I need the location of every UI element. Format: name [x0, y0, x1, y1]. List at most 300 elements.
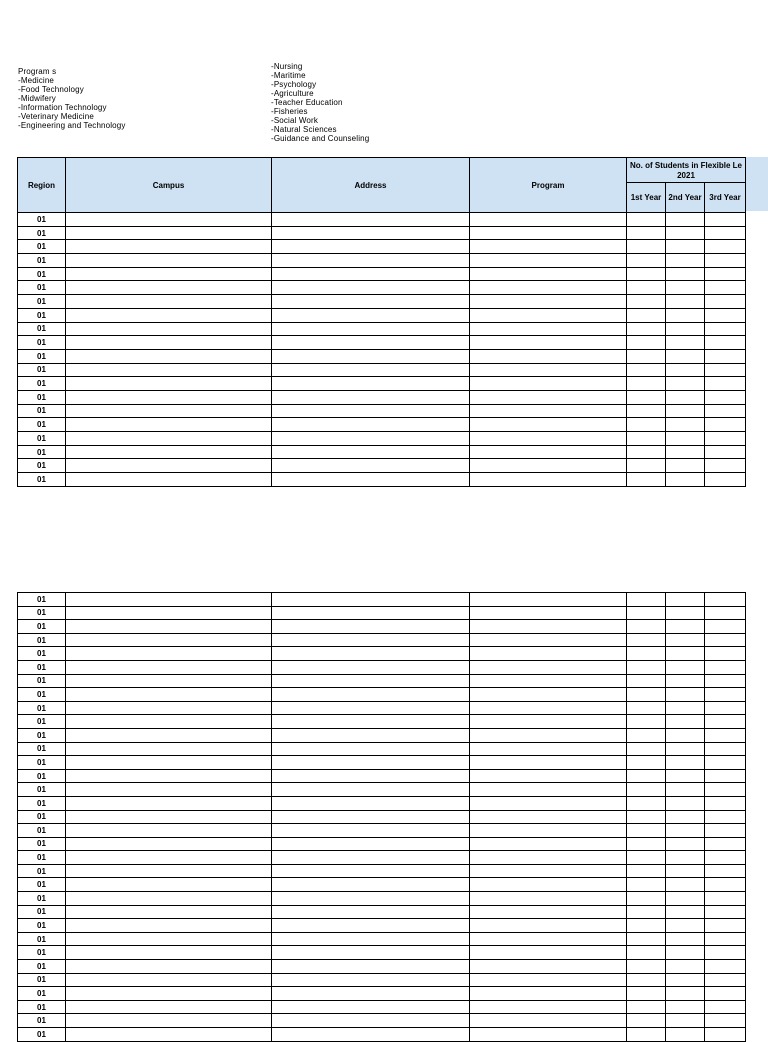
year3-cell[interactable] [705, 810, 746, 824]
region-cell[interactable]: 01 [18, 810, 66, 824]
year1-cell[interactable] [627, 390, 666, 404]
year2-cell[interactable] [666, 837, 705, 851]
year2-cell[interactable] [666, 973, 705, 987]
program-cell[interactable] [470, 769, 627, 783]
year2-cell[interactable] [666, 281, 705, 295]
campus-cell[interactable] [66, 606, 272, 620]
year3-cell[interactable] [705, 213, 746, 227]
region-cell[interactable]: 01 [18, 796, 66, 810]
campus-cell[interactable] [66, 810, 272, 824]
program-cell[interactable] [470, 824, 627, 838]
year2-cell[interactable] [666, 796, 705, 810]
campus-cell[interactable] [66, 336, 272, 350]
year1-cell[interactable] [627, 593, 666, 607]
year3-cell[interactable] [705, 715, 746, 729]
address-cell[interactable] [272, 810, 470, 824]
region-cell[interactable]: 01 [18, 336, 66, 350]
region-cell[interactable]: 01 [18, 308, 66, 322]
region-cell[interactable]: 01 [18, 418, 66, 432]
year3-cell[interactable] [705, 756, 746, 770]
year3-cell[interactable] [705, 728, 746, 742]
address-cell[interactable] [272, 418, 470, 432]
year1-cell[interactable] [627, 837, 666, 851]
year1-cell[interactable] [627, 728, 666, 742]
address-cell[interactable] [272, 254, 470, 268]
year1-cell[interactable] [627, 973, 666, 987]
campus-cell[interactable] [66, 742, 272, 756]
year2-cell[interactable] [666, 593, 705, 607]
campus-cell[interactable] [66, 213, 272, 227]
program-cell[interactable] [470, 987, 627, 1001]
year1-cell[interactable] [627, 633, 666, 647]
year2-cell[interactable] [666, 377, 705, 391]
address-cell[interactable] [272, 1000, 470, 1014]
program-cell[interactable] [470, 606, 627, 620]
year3-cell[interactable] [705, 878, 746, 892]
program-cell[interactable] [470, 892, 627, 906]
region-cell[interactable]: 01 [18, 878, 66, 892]
year1-cell[interactable] [627, 756, 666, 770]
address-cell[interactable] [272, 660, 470, 674]
address-cell[interactable] [272, 349, 470, 363]
region-cell[interactable]: 01 [18, 837, 66, 851]
region-cell[interactable]: 01 [18, 973, 66, 987]
region-cell[interactable]: 01 [18, 946, 66, 960]
program-cell[interactable] [470, 336, 627, 350]
year3-cell[interactable] [705, 336, 746, 350]
campus-cell[interactable] [66, 864, 272, 878]
year2-cell[interactable] [666, 295, 705, 309]
year2-cell[interactable] [666, 892, 705, 906]
campus-cell[interactable] [66, 593, 272, 607]
year3-cell[interactable] [705, 390, 746, 404]
year1-cell[interactable] [627, 851, 666, 865]
year3-cell[interactable] [705, 796, 746, 810]
region-cell[interactable]: 01 [18, 322, 66, 336]
region-cell[interactable]: 01 [18, 769, 66, 783]
year3-cell[interactable] [705, 363, 746, 377]
year2-cell[interactable] [666, 783, 705, 797]
address-cell[interactable] [272, 715, 470, 729]
year1-cell[interactable] [627, 824, 666, 838]
campus-cell[interactable] [66, 240, 272, 254]
program-cell[interactable] [470, 742, 627, 756]
region-cell[interactable]: 01 [18, 593, 66, 607]
address-cell[interactable] [272, 864, 470, 878]
address-cell[interactable] [272, 674, 470, 688]
program-cell[interactable] [470, 1028, 627, 1042]
campus-cell[interactable] [66, 418, 272, 432]
year3-cell[interactable] [705, 892, 746, 906]
year1-cell[interactable] [627, 295, 666, 309]
year3-cell[interactable] [705, 281, 746, 295]
year3-cell[interactable] [705, 432, 746, 446]
campus-cell[interactable] [66, 919, 272, 933]
region-cell[interactable]: 01 [18, 960, 66, 974]
year1-cell[interactable] [627, 606, 666, 620]
address-cell[interactable] [272, 960, 470, 974]
campus-cell[interactable] [66, 878, 272, 892]
program-cell[interactable] [470, 905, 627, 919]
year1-cell[interactable] [627, 1028, 666, 1042]
campus-cell[interactable] [66, 715, 272, 729]
address-cell[interactable] [272, 240, 470, 254]
year2-cell[interactable] [666, 349, 705, 363]
address-cell[interactable] [272, 1028, 470, 1042]
region-cell[interactable]: 01 [18, 1014, 66, 1028]
campus-cell[interactable] [66, 783, 272, 797]
year2-cell[interactable] [666, 226, 705, 240]
campus-cell[interactable] [66, 892, 272, 906]
address-cell[interactable] [272, 404, 470, 418]
address-cell[interactable] [272, 308, 470, 322]
year2-cell[interactable] [666, 308, 705, 322]
year2-cell[interactable] [666, 240, 705, 254]
address-cell[interactable] [272, 973, 470, 987]
region-cell[interactable]: 01 [18, 1000, 66, 1014]
year1-cell[interactable] [627, 960, 666, 974]
year3-cell[interactable] [705, 864, 746, 878]
address-cell[interactable] [272, 390, 470, 404]
address-cell[interactable] [272, 445, 470, 459]
year2-cell[interactable] [666, 647, 705, 661]
year1-cell[interactable] [627, 213, 666, 227]
program-cell[interactable] [470, 240, 627, 254]
campus-cell[interactable] [66, 647, 272, 661]
year1-cell[interactable] [627, 796, 666, 810]
year1-cell[interactable] [627, 404, 666, 418]
program-cell[interactable] [470, 851, 627, 865]
program-cell[interactable] [470, 756, 627, 770]
year2-cell[interactable] [666, 810, 705, 824]
region-cell[interactable]: 01 [18, 756, 66, 770]
region-cell[interactable]: 01 [18, 349, 66, 363]
region-cell[interactable]: 01 [18, 905, 66, 919]
program-cell[interactable] [470, 459, 627, 473]
program-cell[interactable] [470, 226, 627, 240]
year2-cell[interactable] [666, 851, 705, 865]
region-cell[interactable]: 01 [18, 432, 66, 446]
year1-cell[interactable] [627, 701, 666, 715]
year1-cell[interactable] [627, 363, 666, 377]
region-cell[interactable]: 01 [18, 459, 66, 473]
year2-cell[interactable] [666, 1000, 705, 1014]
year1-cell[interactable] [627, 878, 666, 892]
campus-cell[interactable] [66, 459, 272, 473]
year3-cell[interactable] [705, 919, 746, 933]
year2-cell[interactable] [666, 960, 705, 974]
address-cell[interactable] [272, 281, 470, 295]
campus-cell[interactable] [66, 295, 272, 309]
campus-cell[interactable] [66, 824, 272, 838]
address-cell[interactable] [272, 878, 470, 892]
year1-cell[interactable] [627, 783, 666, 797]
year3-cell[interactable] [705, 742, 746, 756]
year1-cell[interactable] [627, 267, 666, 281]
year2-cell[interactable] [666, 905, 705, 919]
program-cell[interactable] [470, 267, 627, 281]
year3-cell[interactable] [705, 295, 746, 309]
campus-cell[interactable] [66, 851, 272, 865]
year2-cell[interactable] [666, 336, 705, 350]
year3-cell[interactable] [705, 240, 746, 254]
campus-cell[interactable] [66, 254, 272, 268]
address-cell[interactable] [272, 987, 470, 1001]
region-cell[interactable]: 01 [18, 267, 66, 281]
year3-cell[interactable] [705, 459, 746, 473]
address-cell[interactable] [272, 756, 470, 770]
year3-cell[interactable] [705, 349, 746, 363]
year3-cell[interactable] [705, 647, 746, 661]
year1-cell[interactable] [627, 459, 666, 473]
year2-cell[interactable] [666, 987, 705, 1001]
year2-cell[interactable] [666, 459, 705, 473]
year3-cell[interactable] [705, 851, 746, 865]
program-cell[interactable] [470, 432, 627, 446]
year3-cell[interactable] [705, 1014, 746, 1028]
year3-cell[interactable] [705, 674, 746, 688]
program-cell[interactable] [470, 295, 627, 309]
region-cell[interactable]: 01 [18, 660, 66, 674]
program-cell[interactable] [470, 688, 627, 702]
region-cell[interactable]: 01 [18, 445, 66, 459]
region-cell[interactable]: 01 [18, 892, 66, 906]
region-cell[interactable]: 01 [18, 377, 66, 391]
campus-cell[interactable] [66, 1028, 272, 1042]
year1-cell[interactable] [627, 432, 666, 446]
program-cell[interactable] [470, 633, 627, 647]
year1-cell[interactable] [627, 864, 666, 878]
campus-cell[interactable] [66, 390, 272, 404]
campus-cell[interactable] [66, 1000, 272, 1014]
year2-cell[interactable] [666, 1028, 705, 1042]
address-cell[interactable] [272, 932, 470, 946]
year1-cell[interactable] [627, 418, 666, 432]
campus-cell[interactable] [66, 377, 272, 391]
year2-cell[interactable] [666, 946, 705, 960]
address-cell[interactable] [272, 851, 470, 865]
region-cell[interactable]: 01 [18, 226, 66, 240]
year2-cell[interactable] [666, 620, 705, 634]
address-cell[interactable] [272, 688, 470, 702]
campus-cell[interactable] [66, 633, 272, 647]
region-cell[interactable]: 01 [18, 987, 66, 1001]
year1-cell[interactable] [627, 715, 666, 729]
campus-cell[interactable] [66, 674, 272, 688]
campus-cell[interactable] [66, 701, 272, 715]
program-cell[interactable] [470, 390, 627, 404]
year1-cell[interactable] [627, 987, 666, 1001]
region-cell[interactable]: 01 [18, 783, 66, 797]
year1-cell[interactable] [627, 620, 666, 634]
address-cell[interactable] [272, 459, 470, 473]
year1-cell[interactable] [627, 1000, 666, 1014]
address-cell[interactable] [272, 432, 470, 446]
campus-cell[interactable] [66, 281, 272, 295]
year3-cell[interactable] [705, 633, 746, 647]
year3-cell[interactable] [705, 701, 746, 715]
campus-cell[interactable] [66, 349, 272, 363]
address-cell[interactable] [272, 213, 470, 227]
address-cell[interactable] [272, 633, 470, 647]
year1-cell[interactable] [627, 946, 666, 960]
address-cell[interactable] [272, 905, 470, 919]
year3-cell[interactable] [705, 473, 746, 487]
year3-cell[interactable] [705, 960, 746, 974]
program-cell[interactable] [470, 647, 627, 661]
year3-cell[interactable] [705, 660, 746, 674]
year1-cell[interactable] [627, 810, 666, 824]
campus-cell[interactable] [66, 688, 272, 702]
program-cell[interactable] [470, 281, 627, 295]
address-cell[interactable] [272, 728, 470, 742]
campus-cell[interactable] [66, 445, 272, 459]
address-cell[interactable] [272, 701, 470, 715]
address-cell[interactable] [272, 1014, 470, 1028]
year1-cell[interactable] [627, 919, 666, 933]
region-cell[interactable]: 01 [18, 742, 66, 756]
campus-cell[interactable] [66, 473, 272, 487]
year1-cell[interactable] [627, 688, 666, 702]
campus-cell[interactable] [66, 404, 272, 418]
year2-cell[interactable] [666, 363, 705, 377]
address-cell[interactable] [272, 919, 470, 933]
campus-cell[interactable] [66, 756, 272, 770]
address-cell[interactable] [272, 769, 470, 783]
year3-cell[interactable] [705, 322, 746, 336]
program-cell[interactable] [470, 973, 627, 987]
campus-cell[interactable] [66, 728, 272, 742]
year1-cell[interactable] [627, 254, 666, 268]
address-cell[interactable] [272, 796, 470, 810]
program-cell[interactable] [470, 213, 627, 227]
year2-cell[interactable] [666, 322, 705, 336]
address-cell[interactable] [272, 267, 470, 281]
year1-cell[interactable] [627, 377, 666, 391]
program-cell[interactable] [470, 322, 627, 336]
region-cell[interactable]: 01 [18, 728, 66, 742]
program-cell[interactable] [470, 674, 627, 688]
year1-cell[interactable] [627, 308, 666, 322]
year3-cell[interactable] [705, 783, 746, 797]
year2-cell[interactable] [666, 432, 705, 446]
campus-cell[interactable] [66, 905, 272, 919]
address-cell[interactable] [272, 322, 470, 336]
program-cell[interactable] [470, 308, 627, 322]
address-cell[interactable] [272, 647, 470, 661]
campus-cell[interactable] [66, 660, 272, 674]
program-cell[interactable] [470, 404, 627, 418]
year2-cell[interactable] [666, 864, 705, 878]
year2-cell[interactable] [666, 756, 705, 770]
region-cell[interactable]: 01 [18, 701, 66, 715]
program-cell[interactable] [470, 796, 627, 810]
year3-cell[interactable] [705, 973, 746, 987]
program-cell[interactable] [470, 878, 627, 892]
campus-cell[interactable] [66, 620, 272, 634]
region-cell[interactable]: 01 [18, 919, 66, 933]
program-cell[interactable] [470, 593, 627, 607]
region-cell[interactable]: 01 [18, 281, 66, 295]
address-cell[interactable] [272, 892, 470, 906]
year2-cell[interactable] [666, 878, 705, 892]
year2-cell[interactable] [666, 701, 705, 715]
year2-cell[interactable] [666, 445, 705, 459]
region-cell[interactable]: 01 [18, 688, 66, 702]
address-cell[interactable] [272, 336, 470, 350]
campus-cell[interactable] [66, 960, 272, 974]
address-cell[interactable] [272, 837, 470, 851]
year2-cell[interactable] [666, 267, 705, 281]
address-cell[interactable] [272, 783, 470, 797]
address-cell[interactable] [272, 946, 470, 960]
program-cell[interactable] [470, 363, 627, 377]
year1-cell[interactable] [627, 674, 666, 688]
year1-cell[interactable] [627, 660, 666, 674]
program-cell[interactable] [470, 1000, 627, 1014]
program-cell[interactable] [470, 946, 627, 960]
year2-cell[interactable] [666, 919, 705, 933]
year3-cell[interactable] [705, 308, 746, 322]
year2-cell[interactable] [666, 213, 705, 227]
program-cell[interactable] [470, 715, 627, 729]
region-cell[interactable]: 01 [18, 824, 66, 838]
year3-cell[interactable] [705, 606, 746, 620]
year1-cell[interactable] [627, 769, 666, 783]
year3-cell[interactable] [705, 445, 746, 459]
year1-cell[interactable] [627, 932, 666, 946]
year3-cell[interactable] [705, 377, 746, 391]
address-cell[interactable] [272, 606, 470, 620]
year2-cell[interactable] [666, 715, 705, 729]
campus-cell[interactable] [66, 226, 272, 240]
year3-cell[interactable] [705, 1000, 746, 1014]
year2-cell[interactable] [666, 606, 705, 620]
campus-cell[interactable] [66, 837, 272, 851]
year3-cell[interactable] [705, 946, 746, 960]
address-cell[interactable] [272, 377, 470, 391]
program-cell[interactable] [470, 377, 627, 391]
program-cell[interactable] [470, 864, 627, 878]
year1-cell[interactable] [627, 281, 666, 295]
region-cell[interactable]: 01 [18, 254, 66, 268]
program-cell[interactable] [470, 1014, 627, 1028]
year1-cell[interactable] [627, 647, 666, 661]
year2-cell[interactable] [666, 824, 705, 838]
program-cell[interactable] [470, 620, 627, 634]
year3-cell[interactable] [705, 254, 746, 268]
campus-cell[interactable] [66, 796, 272, 810]
campus-cell[interactable] [66, 932, 272, 946]
program-cell[interactable] [470, 960, 627, 974]
address-cell[interactable] [272, 363, 470, 377]
year2-cell[interactable] [666, 674, 705, 688]
year2-cell[interactable] [666, 932, 705, 946]
address-cell[interactable] [272, 473, 470, 487]
campus-cell[interactable] [66, 973, 272, 987]
region-cell[interactable]: 01 [18, 213, 66, 227]
region-cell[interactable]: 01 [18, 295, 66, 309]
program-cell[interactable] [470, 701, 627, 715]
region-cell[interactable]: 01 [18, 390, 66, 404]
year1-cell[interactable] [627, 742, 666, 756]
year2-cell[interactable] [666, 633, 705, 647]
year1-cell[interactable] [627, 322, 666, 336]
program-cell[interactable] [470, 445, 627, 459]
address-cell[interactable] [272, 295, 470, 309]
year1-cell[interactable] [627, 1014, 666, 1028]
region-cell[interactable]: 01 [18, 633, 66, 647]
